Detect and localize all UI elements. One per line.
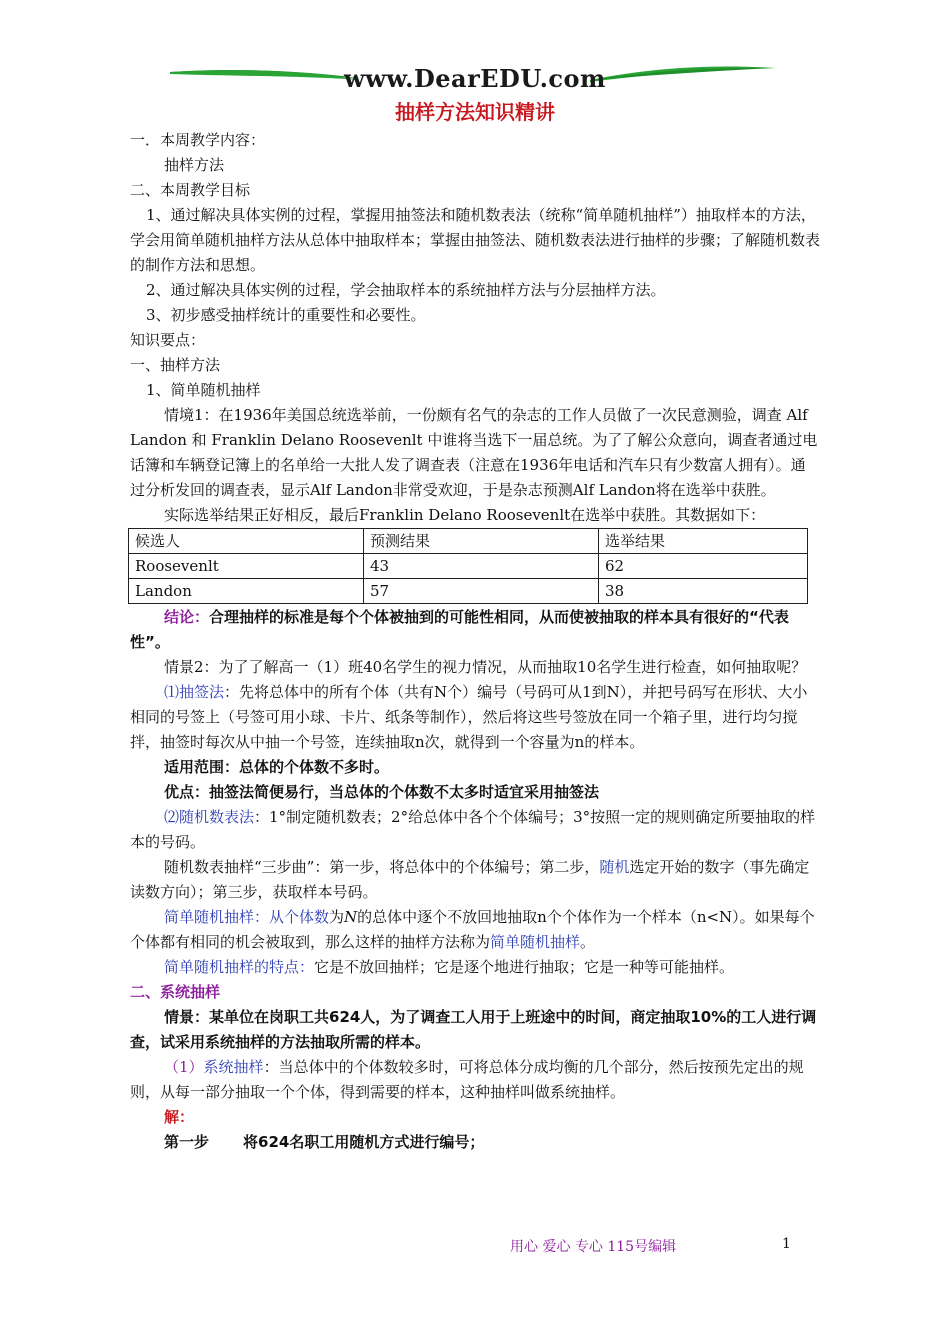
paragraph: 优点：抽签法简便易行，当总体的个体数不太多时适宜采用抽签法 <box>164 783 600 801</box>
section-heading: 知识要点： <box>130 331 206 349</box>
site-url: www.DearEDU.com <box>344 64 606 93</box>
page-title: 抽样方法知识精讲 <box>395 100 555 124</box>
paragraph: 3、初步感受抽样统计的重要性和必要性。 <box>146 306 426 324</box>
paragraph: ⑵随机数表法：1°制定随机数表；2°给总体中各个个体编号；3°按照一定的规则确定所要抽取的样本的号码。 <box>130 808 816 851</box>
paragraph: 简单随机抽样：从个体数为N的总体中逐个不放回地抽取n个个体作为一个样本（n<N）。如果每个个体都有相同的机会被取到，那么这样的抽样方法称为简单随机抽样。 <box>130 908 815 951</box>
conclusion <box>130 605 820 655</box>
paragraph: 2、通过解决具体实例的过程，学会抽取样本的系统抽样方法与分层抽样方法。 <box>146 281 666 299</box>
paragraph: 1、通过解决具体实例的过程，掌握用抽签法和随机数表法（统称“简单随机抽样”）抽取样本的方法，学会用简单随机抽样方法从总体中抽取样本；掌握由抽签法、随机数表法进行抽样的步骤；了解随机数表的制作方法和思想。 <box>130 206 821 274</box>
paragraph: （1）系统抽样：当总体中的个体数较多时，可将总体分成均衡的几个部分，然后按预先定出的规则，从每一部分抽取一个个体，得到需要的样本，这种抽样叫做系统抽样。 <box>130 1058 804 1101</box>
term-lottery: ⑴抽签法 <box>164 683 225 701</box>
solution-label: 解： <box>164 1108 195 1126</box>
section-heading: 二、本周教学目标 <box>130 181 251 199</box>
paragraph: 实际选举结果正好相反，最后Franklin Delano Roosevenlt在选举中获胜。其数据如下： <box>164 506 766 524</box>
term-random-table: ⑵随机数表法 <box>164 808 255 826</box>
table-row <box>129 554 808 579</box>
table-header-row <box>129 529 808 554</box>
paragraph: 第一步 将624名职工用随机方式进行编号； <box>164 1133 485 1151</box>
section-heading: 一、抽样方法 <box>130 356 221 374</box>
paragraph: 适用范围：总体的个体数不多时。 <box>164 758 390 776</box>
conclusion-label: 结论： <box>164 608 210 626</box>
table-cell: Roosevenlt <box>129 554 364 579</box>
table-header-cell: 选举结果 <box>599 529 808 554</box>
table-cell: Landon <box>129 579 364 604</box>
document-body <box>130 128 820 1155</box>
section-heading: 一．本周教学内容： <box>130 131 266 149</box>
paragraph: 情境1：在1936年美国总统选举前，一份颇有名气的杂志的工作人员做了一次民意测验，调查 Alf Landon 和 Franklin Delano Roosevenlt 中谁将当选下一届总统。为了了解公众意向，调查者通过电话簿和车辆登记簿上的名单给一大批人发了调查表（注意在1936年电话和汽车只有少数富人拥有）。通过分析发回的调查表，显示Alf Landon非常受欢迎，于是杂志预测Alf Landon将在选举中获胜。 <box>130 406 818 499</box>
paragraph: 抽样方法 <box>164 156 225 174</box>
table-header-cell: 预测结果 <box>364 529 599 554</box>
section-heading: 二、系统抽样 <box>130 983 221 1001</box>
table-header-cell: 候选人 <box>129 529 364 554</box>
paragraph: 简单随机抽样的特点：它是不放回抽样；它是逐个地进行抽取；它是一种等可能抽样。 <box>164 958 735 976</box>
page-number: 1 <box>782 1236 791 1252</box>
conclusion-text: 合理抽样的标准是每个个体被抽到的可能性相同，从而使被抽取的样本具有很好的“代表性”。 <box>130 608 789 651</box>
table-cell: 43 <box>364 554 599 579</box>
table-cell: 62 <box>599 554 808 579</box>
table-row <box>129 579 808 604</box>
election-table <box>128 528 808 604</box>
paragraph: 情景2：为了了解高一（1）班40名学生的视力情况，从而抽取10名学生进行检查，如何抽取呢？ <box>164 658 807 676</box>
table-cell: 38 <box>599 579 808 604</box>
table-cell: 57 <box>364 579 599 604</box>
paragraph: 随机数表抽样“三步曲”：第一步，将总体中的个体编号；第二步，随机选定开始的数字（事先确定读数方向）；第三步，获取样本号码。 <box>130 858 810 901</box>
footer-text: 用心 爱心 专心 115号编辑 <box>510 1239 677 1255</box>
paragraph: 情景：某单位在岗职工共624人，为了调查工人用于上班途中的时间，商定抽取10%的工人进行调查，试采用系统抽样的方法抽取所需的样本。 <box>130 1008 817 1051</box>
subsection-heading: 1、简单随机抽样 <box>146 381 261 399</box>
paragraph: ⑴抽签法：先将总体中的所有个体（共有N个）编号（号码可从1到N），并把号码写在形状、大小相同的号签上（号签可用小球、卡片、纸条等制作），然后将这些号签放在同一个箱子里，进行均匀搅拌，抽签时每次从中抽一个号签，连续抽取n次，就得到一个容量为n的样本。 <box>130 683 808 751</box>
